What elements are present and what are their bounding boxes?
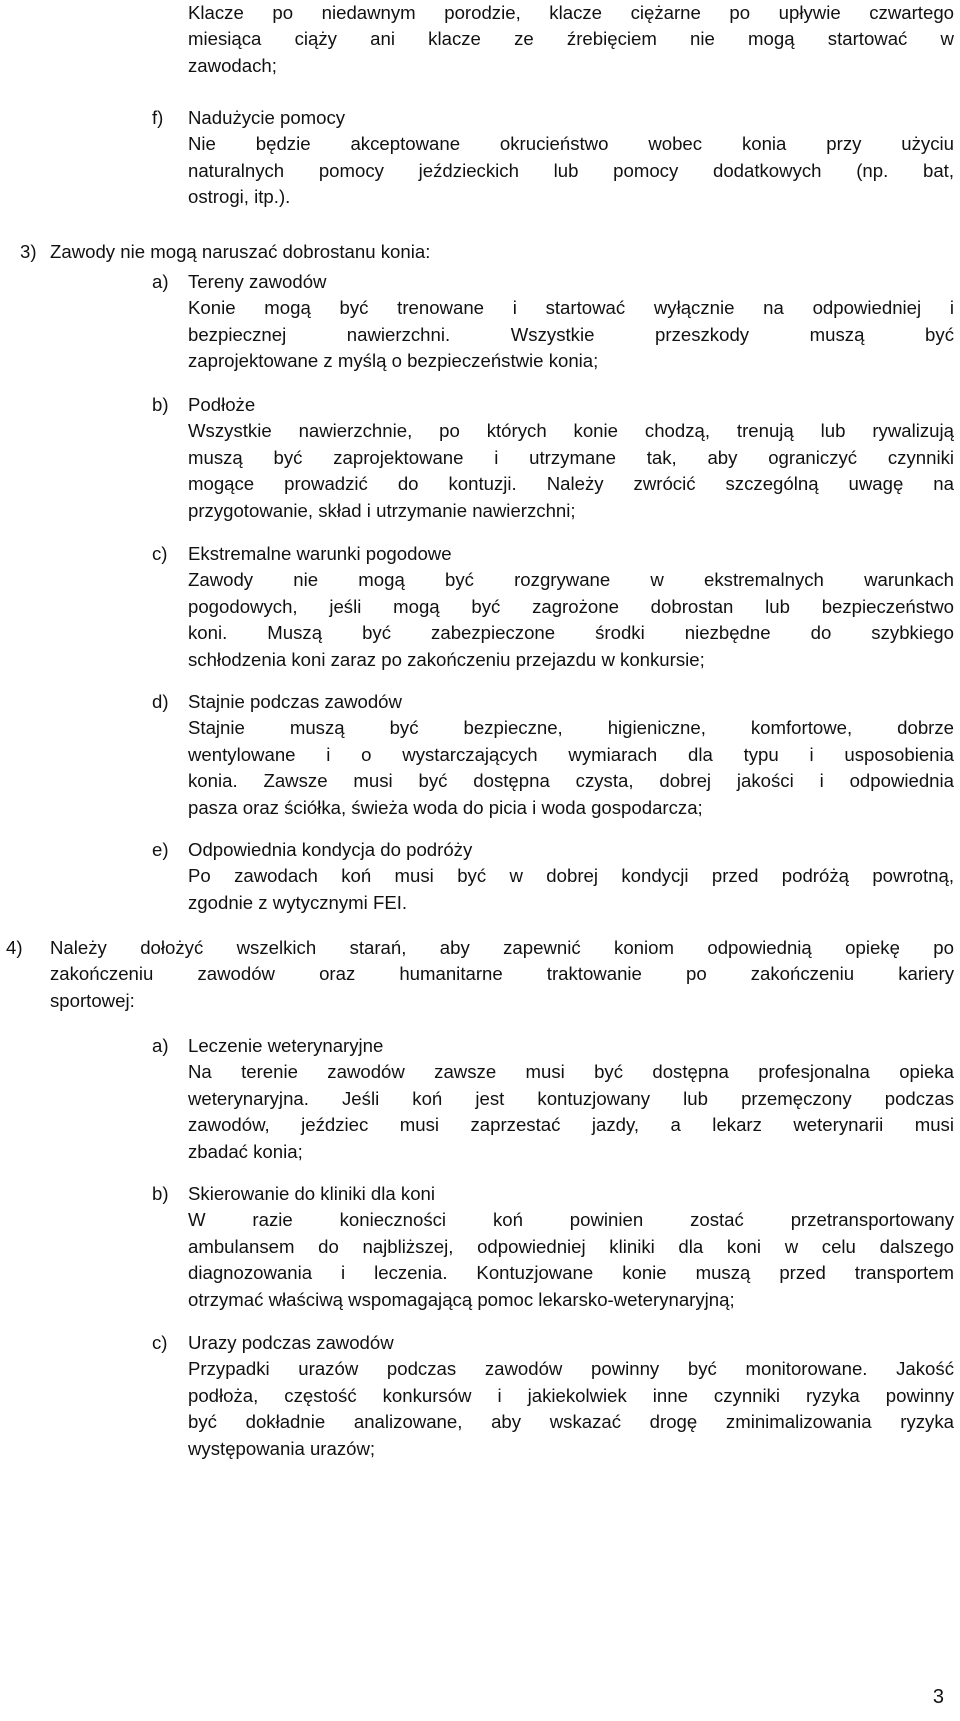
- list-item-3b: [152, 392, 954, 524]
- text-line: ambulansem do najbliższej, odpowiedniej kliniki dla koni w celu dalszego: [188, 1235, 954, 1257]
- text-line: Po zawodach koń musi być w dobrej kondycji przed podróżą powrotną,: [188, 865, 954, 887]
- text-line: przygotowanie, skład i utrzymanie nawierzchni;: [188, 499, 576, 521]
- text-line: zakończeniu zawodów oraz humanitarne traktowanie po zakończeniu kariery: [50, 963, 954, 985]
- list-item-3d: [152, 689, 954, 821]
- list-item-4a: [152, 1033, 954, 1165]
- text-line: otrzymać właściwą wspomagającą pomoc lekarsko-weterynaryjną;: [188, 1288, 735, 1310]
- item-heading: Urazy podczas zawodów: [188, 1332, 394, 1353]
- list-item-f: [152, 105, 954, 211]
- list-marker: a): [152, 1035, 169, 1056]
- page-number: 3: [932, 1686, 944, 1708]
- text-line: miesiąca ciąży ani klacze ze źrebięciem nie mogą startować w: [188, 28, 954, 50]
- text-line: Wszystkie nawierzchnie, po których konie chodzą, trenują lub rywalizują: [188, 420, 954, 442]
- list-marker: c): [152, 1332, 168, 1353]
- list-marker: f): [152, 107, 164, 128]
- text-line: koni. Muszą być zabezpieczone środki niezbędne do szybkiego: [188, 622, 954, 644]
- section-heading: Zawody nie mogą naruszać dobrostanu konia:: [50, 241, 431, 262]
- continuation-paragraph: [188, 0, 954, 79]
- item-heading: Stajnie podczas zawodów: [188, 691, 402, 712]
- text-line: mogące prowadzić do kontuzji. Należy zwrócić szczególną uwagę na: [188, 473, 954, 495]
- text-line: ostrogi, itp.).: [188, 186, 291, 208]
- section-4-paragraph: [6, 935, 954, 1014]
- text-line: Stajnie muszą być bezpieczne, higieniczne, komfortowe, dobrze: [188, 717, 954, 739]
- text-line: weterynaryjna. Jeśli koń jest kontuzjowany lub przemęczony podczas: [188, 1087, 954, 1109]
- text-line: podłoża, częstość konkursów i jakiekolwiek inne czynniki ryzyka powinny: [188, 1384, 954, 1406]
- item-heading: Nadużycie pomocy: [188, 107, 346, 128]
- item-heading: Skierowanie do kliniki dla koni: [188, 1183, 436, 1204]
- text-line: Należy dołożyć wszelkich starań, aby zapewnić koniom odpowiednią opiekę po: [50, 937, 954, 958]
- item-heading: Odpowiednia kondycja do podróży: [188, 839, 473, 860]
- section-3-heading: [20, 239, 920, 265]
- text-line: bezpiecznej nawierzchni. Wszystkie przeszkody muszą być: [188, 323, 954, 345]
- list-marker: c): [152, 543, 168, 564]
- text-line: być dokładnie analizowane, aby wskazać drogę zminimalizowania ryzyka: [188, 1411, 954, 1433]
- list-marker: e): [152, 839, 169, 860]
- item-heading: Leczenie weterynaryjne: [188, 1035, 384, 1056]
- list-marker: b): [152, 394, 169, 415]
- text-line: W razie konieczności koń powinien zostać przetransportowany: [188, 1209, 954, 1231]
- list-marker: 4): [6, 937, 23, 958]
- list-item-3e: [152, 837, 954, 916]
- text-line: zgodnie z wytycznymi FEI.: [188, 891, 408, 913]
- list-item-4b: [152, 1181, 954, 1313]
- item-heading: Ekstremalne warunki pogodowe: [188, 543, 452, 564]
- text-line: zaprojektowane z myślą o bezpieczeństwie konia;: [188, 350, 599, 372]
- text-line: Klacze po niedawnym porodzie, klacze ciężarne po upływie czwartego: [188, 2, 954, 23]
- text-line: diagnozowania i leczenia. Kontuzjowane konie muszą przed transportem: [188, 1262, 954, 1284]
- text-line: pasza oraz ściółka, świeża woda do picia i woda gospodarcza;: [188, 796, 703, 818]
- text-line: występowania urazów;: [188, 1437, 376, 1459]
- list-item-3c: [152, 541, 954, 673]
- text-line: zawodów, jeździec musi zaprzestać jazdy, a lekarz weterynarii musi: [188, 1114, 954, 1136]
- text-line: schłodzenia koni zaraz po zakończeniu przejazdu w konkursie;: [188, 648, 705, 670]
- list-marker: a): [152, 271, 169, 292]
- text-line: Zawody nie mogą być rozgrywane w ekstremalnych warunkach: [188, 569, 954, 591]
- item-heading: Podłoże: [188, 394, 256, 415]
- text-line: Na terenie zawodów zawsze musi być dostępna profesjonalna opieka: [188, 1061, 954, 1083]
- text-line: Nie będzie akceptowane okrucieństwo wobec konia przy użyciu: [188, 133, 954, 155]
- text-line: muszą być zaprojektowane i utrzymane tak, aby ograniczyć czynniki: [188, 446, 954, 468]
- text-line: Konie mogą być trenowane i startować wyłącznie na odpowiedniej i: [188, 297, 954, 319]
- text-line: naturalnych pomocy jeździeckich lub pomocy dodatkowych (np. bat,: [188, 159, 954, 181]
- list-item-4c: [152, 1330, 954, 1462]
- text-line: sportowej:: [50, 989, 135, 1011]
- item-heading: Tereny zawodów: [188, 271, 327, 292]
- list-marker: d): [152, 691, 169, 712]
- text-line: zbadać konia;: [188, 1140, 303, 1162]
- text-line: Przypadki urazów podczas zawodów powinny być monitorowane. Jakość: [188, 1358, 954, 1380]
- text-line: pogodowych, jeśli mogą być zagrożone dobrostan lub bezpieczeństwo: [188, 595, 954, 617]
- text-line: wentylowane i o wystarczających wymiarach dla typu i usposobienia: [188, 743, 954, 765]
- list-item-3a: [152, 269, 954, 375]
- list-marker: 3): [20, 241, 37, 262]
- text-line: konia. Zawsze musi być dostępna czysta, dobrej jakości i odpowiednia: [188, 770, 954, 792]
- list-marker: b): [152, 1183, 169, 1204]
- text-line: zawodach;: [188, 54, 277, 76]
